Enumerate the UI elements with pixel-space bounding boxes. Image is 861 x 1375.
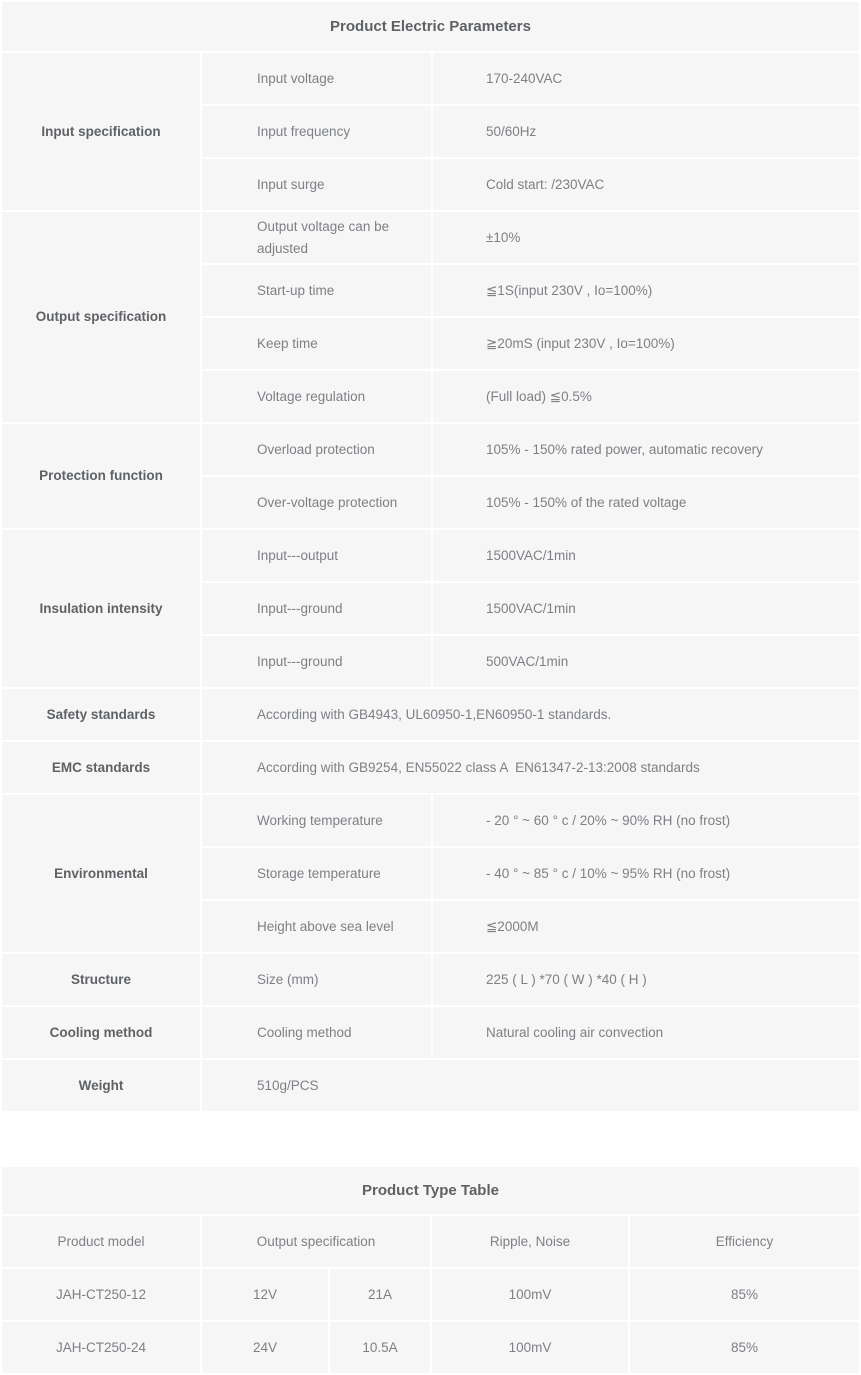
table-row [2,212,859,263]
category-output-specification: Output specification [2,212,200,422]
cell-current: 21A [330,1269,430,1320]
table-row [2,530,859,581]
cell-voltage: 12V [202,1269,328,1320]
param-cell: Cooling method [202,1007,431,1058]
value-cell: According with GB4943, UL60950-1,EN60950-1 standards. [202,689,859,740]
value-cell: 105% - 150% of the rated voltage [433,477,859,528]
value-cell: Cold start: /230VAC [433,159,859,210]
value-cell: 170-240VAC [433,53,859,104]
value-cell: 500VAC/1min [433,636,859,687]
param-cell: Input---ground [202,636,431,687]
value-cell: 510g/PCS [202,1060,859,1111]
value-cell: - 40 ° ~ 85 ° c / 10% ~ 95% RH (no frost) [433,848,859,899]
cell-voltage: 24V [202,1322,328,1373]
value-cell: 105% - 150% rated power, automatic recovery [433,424,859,475]
value-cell: ≦2000M [433,901,859,952]
cell-ripple: 100mV [432,1322,628,1373]
table-row [2,795,859,846]
header-ripple-noise: Ripple, Noise [432,1216,628,1267]
table-row [2,1322,859,1373]
header-efficiency: Efficiency [630,1216,859,1267]
param-cell: Output voltage can be adjusted [202,212,431,263]
table-row [2,689,859,740]
category-insulation-intensity: Insulation intensity [2,530,200,687]
value-cell: 225 ( L ) *70 ( W ) *40 ( H ) [433,954,859,1005]
value-cell: 50/60Hz [433,106,859,157]
param-cell: Input---ground [202,583,431,634]
param-cell: Voltage regulation [202,371,431,422]
section-gap [0,1113,861,1165]
header-output-specification: Output specification [202,1216,430,1267]
param-cell: Storage temperature [202,848,431,899]
value-cell: ≧20mS (input 230V , Io=100%) [433,318,859,369]
category-structure: Structure [2,954,200,1005]
param-cell: Size (mm) [202,954,431,1005]
category-environmental: Environmental [2,795,200,952]
param-cell: Input surge [202,159,431,210]
cell-model: JAH-CT250-24 [2,1322,200,1373]
value-cell: Natural cooling air convection [433,1007,859,1058]
cell-efficiency: 85% [630,1269,859,1320]
param-cell: Over-voltage protection [202,477,431,528]
param-cell: Start-up time [202,265,431,316]
product-type-table [0,1165,861,1375]
value-cell: 1500VAC/1min [433,583,859,634]
value-cell: (Full load) ≦0.5% [433,371,859,422]
product-type-table-title: Product Type Table [2,1167,859,1214]
value-cell: ≦1S(input 230V , Io=100%) [433,265,859,316]
param-cell: Working temperature [202,795,431,846]
category-safety-standards: Safety standards [2,689,200,740]
cell-efficiency: 85% [630,1322,859,1373]
cell-model: JAH-CT250-12 [2,1269,200,1320]
value-cell: ±10% [433,212,859,263]
param-cell: Keep time [202,318,431,369]
table-row [2,424,859,475]
cell-ripple: 100mV [432,1269,628,1320]
table-header-row [2,1216,859,1267]
category-cooling-method: Cooling method [2,1007,200,1058]
table-title-row [2,2,859,51]
cell-current: 10.5A [330,1322,430,1373]
value-cell: According with GB9254, EN55022 class A EN61347-2-13:2008 standards [202,742,859,793]
category-emc-standards: EMC standards [2,742,200,793]
table-row [2,1269,859,1320]
value-cell: 1500VAC/1min [433,530,859,581]
param-cell: Input---output [202,530,431,581]
table-row [2,53,859,104]
table-row [2,954,859,1005]
category-protection-function: Protection function [2,424,200,528]
param-cell: Overload protection [202,424,431,475]
header-product-model: Product model [2,1216,200,1267]
param-cell: Input voltage [202,53,431,104]
category-weight: Weight [2,1060,200,1111]
category-input-specification: Input specification [2,53,200,210]
electric-parameters-title: Product Electric Parameters [2,2,859,51]
table-row [2,1060,859,1111]
param-cell: Height above sea level [202,901,431,952]
table-row [2,742,859,793]
table-title-row [2,1167,859,1214]
table-row [2,1007,859,1058]
value-cell: - 20 ° ~ 60 ° c / 20% ~ 90% RH (no frost) [433,795,859,846]
param-cell: Input frequency [202,106,431,157]
